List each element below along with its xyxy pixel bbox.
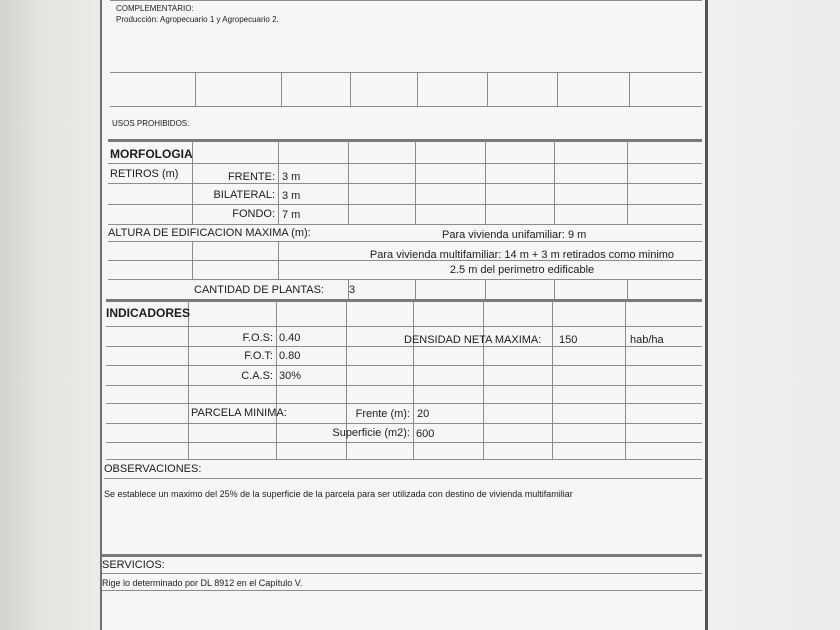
rule xyxy=(557,72,558,106)
rule xyxy=(106,365,702,366)
rule xyxy=(350,72,351,106)
background-right xyxy=(705,0,840,630)
rule xyxy=(554,141,555,224)
rule xyxy=(104,478,702,479)
rule xyxy=(108,241,702,242)
rule xyxy=(108,224,702,225)
densidad-value: 150 xyxy=(559,334,578,346)
observaciones-label: OBSERVACIONES: xyxy=(104,463,202,475)
section-divider xyxy=(106,299,702,302)
frente-label: FRENTE: xyxy=(227,171,275,183)
rule xyxy=(102,590,702,591)
indicadores-header: INDICADORES xyxy=(106,306,191,320)
parcela-minima-label: PARCELA MINIMA: xyxy=(191,407,287,419)
rule xyxy=(106,423,702,424)
section-divider xyxy=(108,139,702,142)
rule xyxy=(278,141,279,224)
altura-label: ALTURA DE EDIFICACION MAXIMA (m): xyxy=(108,227,311,239)
bilateral-label: BILATERAL: xyxy=(213,189,275,201)
rule xyxy=(102,573,702,574)
rule xyxy=(108,183,702,184)
densidad-label: DENSIDAD NETA MAXIMA: xyxy=(404,334,542,346)
rule xyxy=(106,459,702,460)
rule xyxy=(552,301,553,459)
altura-unifamiliar: Para vivienda unifamiliar: 9 m xyxy=(442,229,587,241)
rule xyxy=(485,279,486,299)
rule xyxy=(108,163,702,164)
rule xyxy=(106,326,702,327)
rule xyxy=(110,72,702,73)
rule xyxy=(110,106,702,107)
fot-value: 0.80 xyxy=(279,350,301,362)
background-left xyxy=(0,0,105,630)
rule xyxy=(485,141,486,224)
rule xyxy=(629,72,630,106)
parcela-superficie-label: Superficie (m2): xyxy=(332,427,410,439)
rule xyxy=(487,72,488,106)
altura-multifamiliar-line2: 2.5 m del perimetro edificable xyxy=(449,264,595,276)
rule xyxy=(554,279,555,299)
rule xyxy=(417,72,418,106)
rule xyxy=(110,0,702,1)
fondo-value: 7 m xyxy=(282,209,301,221)
bilateral-value: 3 m xyxy=(282,190,301,202)
rule xyxy=(627,279,628,299)
fos-label: F.O.S: xyxy=(242,332,273,344)
section-divider xyxy=(102,554,702,557)
fondo-label: FONDO: xyxy=(232,208,275,220)
rule xyxy=(413,301,414,459)
rule xyxy=(192,241,193,279)
rule xyxy=(278,241,279,279)
rule xyxy=(348,141,349,224)
fot-label: F.O.T: xyxy=(244,350,273,362)
observaciones-text: Se establece un maximo del 25% de la superficie de la parcela para ser utilizada con destino de vivienda multifamiliar xyxy=(104,489,573,499)
parcela-frente-label: Frente (m): xyxy=(355,408,410,420)
form-sheet xyxy=(100,0,708,630)
usos-prohibidos-label: USOS PROHIBIDOS: xyxy=(112,119,190,128)
densidad-unit: hab/ha xyxy=(630,334,664,346)
servicios-label: SERVICIOS: xyxy=(102,559,165,571)
rule xyxy=(625,301,626,459)
rule xyxy=(106,346,702,347)
cas-label: C.A.S: xyxy=(241,370,273,382)
complementario-text: Producción: Agropecuario 1 y Agropecuario 2. xyxy=(116,15,279,24)
rule xyxy=(281,72,282,106)
rule xyxy=(106,403,702,404)
rule xyxy=(627,141,628,224)
parcela-superficie-value: 600 xyxy=(416,428,435,440)
rule xyxy=(195,72,196,106)
morfologia-header: MORFOLOGIA xyxy=(110,147,193,161)
retiros-label: RETIROS (m) xyxy=(110,168,179,180)
rule xyxy=(106,442,702,443)
rule xyxy=(415,279,416,299)
complementario-label: COMPLEMENTARIO: xyxy=(116,4,194,13)
rule xyxy=(108,204,702,205)
rule xyxy=(483,301,484,459)
fos-value: 0.40 xyxy=(279,332,301,344)
cas-value: 30% xyxy=(279,370,302,382)
cantidad-plantas-label: CANTIDAD DE PLANTAS: xyxy=(194,284,324,296)
rule xyxy=(188,301,189,459)
frente-value: 3 m xyxy=(282,171,301,183)
servicios-text: Rige lo determinado por DL 8912 en el Capítulo V. xyxy=(102,578,303,588)
rule xyxy=(415,141,416,224)
rule xyxy=(108,279,702,280)
rule xyxy=(276,301,277,459)
altura-multifamiliar-line1: Para vivienda multifamiliar: 14 m + 3 m retirados como minimo xyxy=(369,249,675,261)
cantidad-plantas-value: 3 xyxy=(349,284,356,296)
rule xyxy=(106,385,702,386)
parcela-frente-value: 20 xyxy=(417,408,430,420)
